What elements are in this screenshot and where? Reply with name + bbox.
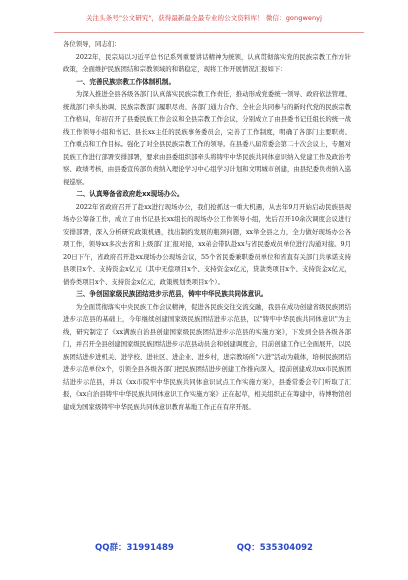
qq-text: QQ：535304092 — [236, 543, 313, 553]
section-heading-1: 一、完善民族宗教工作体制机制。 — [76, 77, 176, 86]
section-heading-3: 三、争创国家级民族团结进步示范县，铸牢中华民族共同体意识。 — [76, 290, 268, 298]
section-heading-2: 二、认真筹备省政府赴xx现场办公。 — [76, 190, 184, 198]
document-body — [63, 38, 351, 413]
greeting: 各位领导，同志们： — [63, 40, 121, 48]
header-banner: 关注头条号"公文研究"，获得最新最全最专业的公文资料库！ 微信：gongwenyj — [85, 14, 323, 22]
section-paragraph-3: 为全面贯彻落实中央民族工作会议精神，促进各民族交往交流交融，我县在成功创建省级民族团结进步示范县的基础上，今年继续创建国家级民族团结进步示范县，以"铸牢中华民族共同体意识"为主线，研究制定了《xx满族自治县创建国家级民族团结进步示范县的实施方案》，下发到全县各级各部门，并召开全县创建国家级民族团结进步示范县动员会和创建调度会，目前创建工作已全面展开，以民族团结进步进机关、进学校、进社区、进企业、进乡村，进宗教场所"六进"活动为载体，培树民族团结进步示范单位x个，引领全县各级各部门把民族团结进步创建工作推向深入，提前创建成功xx市民族团结进步示范县，并以《xx市院牢中华民族共同体意识试点工作实施方案》，县委常委会专门听取了汇报，《xx自治县铸牢中华民族共同体意识工作实施方案》正在起草，相关组织正在筹建中，待博物馆创建成为国家级铸牢中华民族共同体意识教育基地工作正在有序开展。 — [63, 302, 351, 411]
header-divider — [54, 32, 364, 33]
qq-group-text: QQ群：31991489 — [95, 543, 174, 553]
section-paragraph-1: 为深入推进全县各级各部门认真落实民族宗教工作责任，推动形成党委统一领导、政府依法管理、统战部门牵头协调、民族宗教部门履职尽责、各部门通力合作、全社会共同参与的新时代党的民族宗教工作格局，年初召开了县委民族工作会议和全县宗教工作会议，分别成立了由县委书记任组长的统一战线工作领导小组和书记、县长xx主任的民族事务委员会，完善了工作制度，明确了各部门主要职责、工作重点和工作目标。强化了对全县民族宗教工作的领导。在县委八届常委会第二十次会议上，专题对民族工作进行部署安排部署，要求由县委组织部牵头将铸牢中华民族共同体意识纳入党建工作及政治考察、政绩考核，由县委宣传部负责纳入理论学习中心组学习计划和文明城市创建，由县纪委负责纳入巡视巡察。 — [63, 90, 351, 186]
contact-footer — [0, 541, 408, 553]
section-paragraph-2: 2022年省政府召开了赴xx进行现场办公，我们抢抓这一重大机遇，从去年9月开始启动民族县现场办公筹备工作，成立了由书记县长xx组长的现场办公工作领导小组，先后召开10余次调度会议进行安排部署，深入分析研究政策机遇，找出制约发展的瓶颈问题，xx举全县之力，全力做好现场办公各项工作，领导xx多次去省和上级部门汇报对接，xx弟会带队赴xx与省民委成员单位进行沟通对接。9月20日下午，省政府召开赴xx现场办公现场会议，55个省民委兼职委员单位和省直有关部门共承诺支持县项目x个、支持资金x亿元（其中无偿项目x个、支持资金x亿元，贷款类项目x个、支持资金x亿元，债券类项目x个、支持资金x亿元，政策规划类项目x个）。 — [63, 202, 351, 286]
intro-paragraph: 2022年，民宗局以习近平总书记系列重要讲话精神为统领，认真贯彻落实党的民族宗教工作方针政策，全面维护民族团结和宗教领域的和谐稳定，现将工作开展情况汇报如下： — [63, 52, 351, 73]
